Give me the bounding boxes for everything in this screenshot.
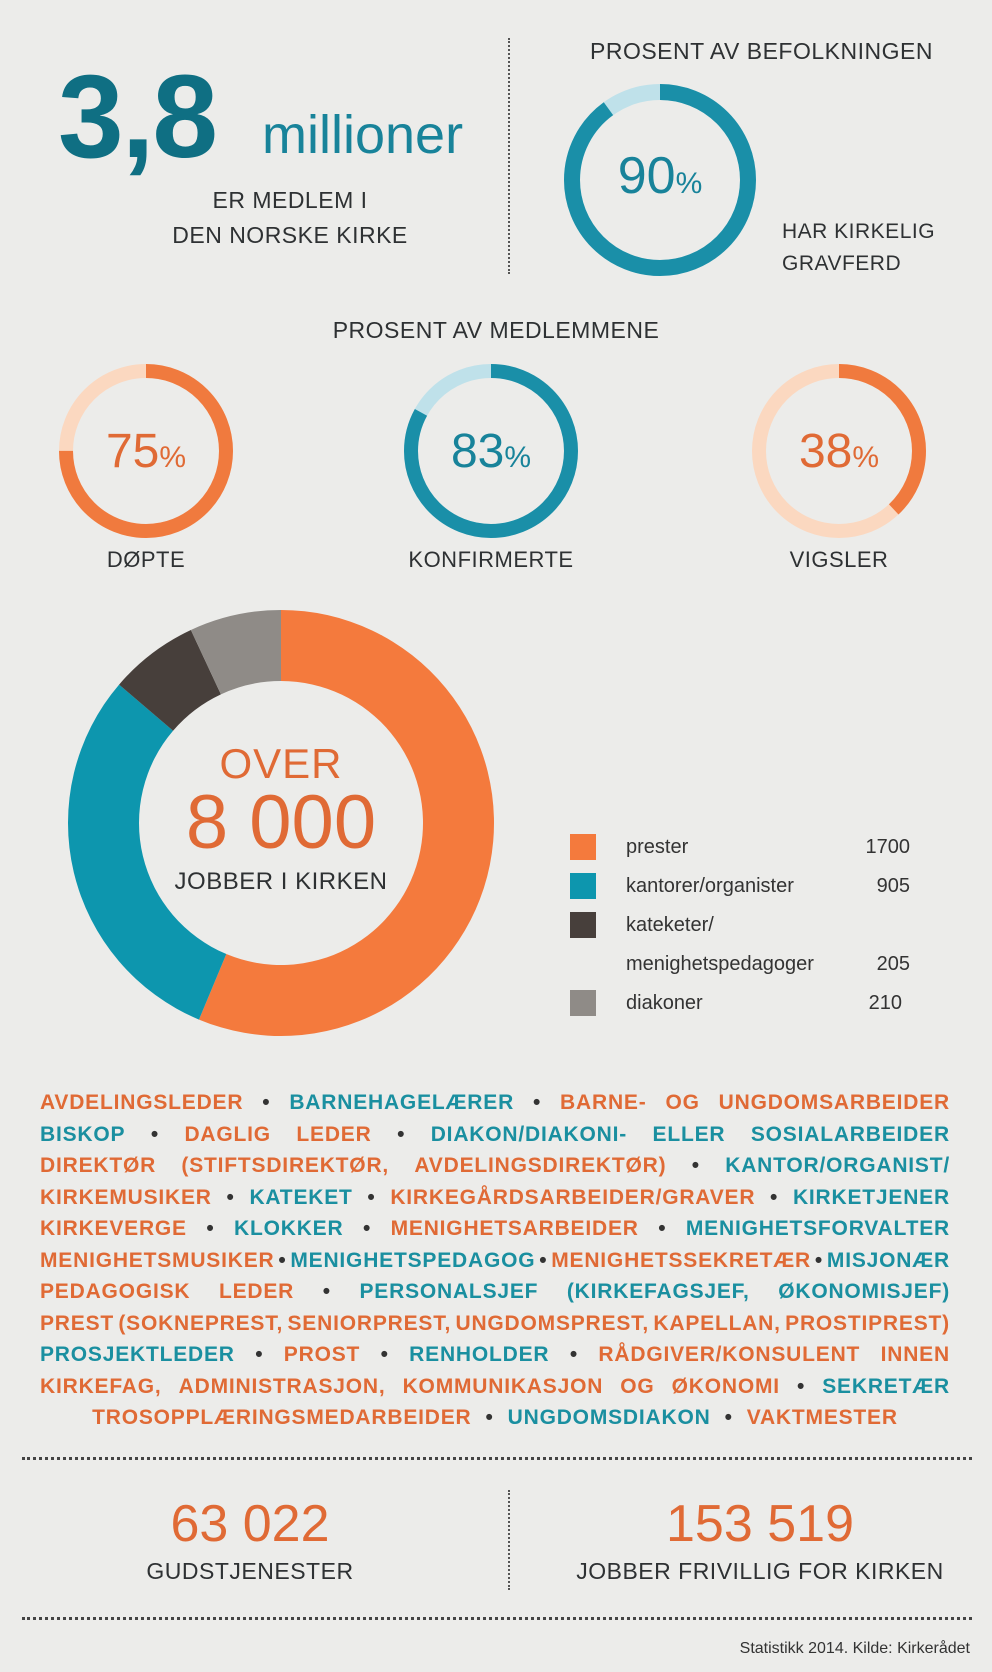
bullet-separator: • (380, 1343, 389, 1366)
ring-doepte-label: DØPTE (106, 547, 186, 572)
legend-label-2: menighetspedagoger (626, 953, 814, 975)
job-line (40, 1150, 950, 1182)
jobs-caption: JOBBER I KIRKEN (174, 868, 388, 895)
members-pct-heading: PROSENT AV MEDLEMMENE (332, 317, 660, 343)
bullet-separator: • (691, 1154, 700, 1177)
job-title-word: ADMINISTRASJON, (178, 1374, 386, 1398)
job-title-word: OG (665, 1091, 700, 1114)
legend-value: 210 (868, 992, 902, 1014)
jobs-count: 8 000 (185, 780, 377, 865)
job-title-word: (STIFTSDIREKTØR, (181, 1154, 390, 1177)
job-title-word: RÅDGIVER/KONSULENT (598, 1343, 861, 1366)
job-title-word: TROSOPPLÆRINGSMEDARBEIDER (92, 1406, 472, 1429)
bullet-separator: • (797, 1374, 806, 1398)
top-divider (508, 38, 510, 274)
legend-value: 905 (876, 875, 910, 897)
ring-doepte-pct: % (159, 441, 187, 474)
stat-gudstjenester-label: GUDSTJENESTER (146, 1558, 354, 1584)
bullet-separator: • (770, 1185, 779, 1209)
job-title-word: KIRKEGÅRDSARBEIDER/GRAVER (390, 1185, 756, 1209)
bullet-separator: • (362, 1217, 372, 1240)
members-caption-1: ER MEDLEM I (212, 187, 368, 213)
legend-label: kantorer/organister (626, 875, 794, 897)
bullet-separator: • (255, 1343, 264, 1366)
population-value-number: 90 (617, 147, 676, 205)
job-title-word: LEDER (296, 1122, 372, 1146)
job-title-word: MENIGHETSMUSIKER (40, 1248, 275, 1272)
bullet-separator: • (532, 1091, 542, 1114)
stat-frivillig-number: 153 519 (666, 1495, 854, 1553)
legend-value: 205 (876, 953, 910, 975)
source-note: Statistikk 2014. Kilde: Kirkerådet (739, 1640, 970, 1657)
legend-label: diakoner (626, 992, 703, 1014)
bullet-separator: • (262, 1091, 271, 1114)
bullet-separator: • (485, 1406, 494, 1429)
legend-swatch (570, 834, 596, 860)
job-title-word: MENIGHETSARBEIDER (390, 1217, 639, 1240)
stat-gudstjenester-number: 63 022 (170, 1495, 330, 1553)
bullet-separator: • (226, 1185, 235, 1209)
legend-item-kateketer (570, 912, 910, 942)
bullet-separator: • (658, 1217, 667, 1240)
job-title-word: PEDAGOGISK (40, 1280, 191, 1303)
job-title-word: MENIGHETSSEKRETÆR (551, 1248, 812, 1272)
job-title-word: DAGLIG (184, 1122, 271, 1146)
jobs-over: OVER (219, 740, 343, 787)
job-title-word: UNGDOMSDIAKON (507, 1406, 711, 1429)
job-title-word: UNGDOMSARBEIDER (718, 1091, 950, 1114)
job-title-word: KIRKEMUSIKER (40, 1185, 212, 1209)
job-title-word: KAPELLAN, (653, 1311, 781, 1335)
job-line (40, 1182, 950, 1214)
job-title-word: ØKONOMI (671, 1374, 780, 1398)
members-unit: millioner (262, 105, 464, 165)
job-title-word: PROSTIPREST) (785, 1311, 950, 1335)
ring-konfirmerte-value (400, 425, 582, 478)
bullet-separator: • (539, 1248, 548, 1272)
legend-item-prester (570, 834, 910, 864)
population-pct-sign: % (675, 167, 703, 200)
ring-vigsler-number: 38 (798, 425, 853, 478)
job-title-word: AVDELINGSDIREKTØR) (414, 1154, 667, 1177)
divider-top (22, 1457, 972, 1460)
bullet-separator: • (367, 1185, 376, 1209)
legend-label: kateketer/ (626, 914, 714, 936)
job-title-word: DIREKTØR (40, 1154, 157, 1177)
legend-item-menighetspedagoger (570, 951, 910, 981)
ring-vigsler-value (748, 425, 930, 478)
job-title-word: KOMMUNIKASJON (402, 1374, 604, 1398)
job-title-word: INNEN (880, 1343, 950, 1366)
members-caption-2: DEN NORSKE KIRKE (172, 222, 408, 248)
job-title-word: KIRKEFAG, (40, 1374, 162, 1398)
job-title-word: ØKONOMISJEF) (778, 1280, 950, 1303)
ring-doepte-number: 75 (105, 425, 160, 478)
job-line (40, 1245, 950, 1277)
job-line (40, 1119, 950, 1151)
job-line (40, 1087, 950, 1119)
bottom-divider (508, 1490, 510, 1590)
ring-vigsler-label: VIGSLER (789, 547, 889, 572)
legend-value: 1700 (865, 836, 910, 858)
ring-doepte-value (55, 425, 237, 478)
job-title-word: KATEKET (249, 1185, 353, 1209)
divider-bottom (22, 1617, 972, 1620)
job-title-word: RENHOLDER (409, 1343, 550, 1366)
job-title-word: PERSONALSJEF (359, 1280, 539, 1303)
job-title-word: OG (620, 1374, 655, 1398)
job-title-word: BARNE- (560, 1091, 647, 1114)
job-title-word: MISJONÆR (826, 1248, 950, 1272)
bullet-separator: • (150, 1122, 159, 1146)
population-label-2: GRAVFERD (782, 252, 902, 275)
legend-swatch (570, 873, 596, 899)
job-title-word: SENIORPREST, (287, 1311, 452, 1335)
population-value (560, 147, 760, 205)
job-title-word: ELLER (652, 1122, 726, 1146)
legend-swatch (570, 912, 596, 938)
members-number: 3,8 (58, 51, 217, 183)
ring-konfirmerte-number: 83 (450, 425, 505, 478)
job-title-word: PROSJEKTLEDER (40, 1343, 235, 1366)
bullet-separator: • (397, 1122, 406, 1146)
job-title-word: PROST (283, 1343, 361, 1366)
bullet-separator: • (814, 1248, 824, 1272)
job-title-word: MENIGHETSPEDAGOG (290, 1248, 536, 1272)
job-title-word: SEKRETÆR (822, 1374, 950, 1398)
legend-item-diakoner (570, 990, 910, 1020)
job-title-word: LEDER (218, 1280, 295, 1303)
job-title-word: VAKTMESTER (746, 1406, 898, 1429)
job-title-word: BISKOP (40, 1122, 126, 1146)
job-title-word: MENIGHETSFORVALTER (685, 1217, 950, 1240)
job-title-word: BARNEHAGELÆRER (289, 1091, 515, 1114)
job-title-word: KANTOR/ORGANIST/ (725, 1154, 950, 1177)
bullet-separator: • (724, 1406, 733, 1429)
population-label-1: HAR KIRKELIG (782, 220, 936, 243)
bullet-separator: • (569, 1343, 578, 1366)
job-title-word: PREST (40, 1311, 115, 1335)
job-title-word: KLOKKER (234, 1217, 344, 1240)
legend-label: prester (626, 836, 689, 858)
stat-frivillig-label: JOBBER FRIVILLIG FOR KIRKEN (576, 1558, 944, 1584)
job-line (40, 1213, 950, 1245)
job-title-word: KIRKETJENER (792, 1185, 950, 1209)
job-title-word: UNGDOMSPREST, (455, 1311, 650, 1335)
job-line (40, 1339, 950, 1371)
ring-konfirmerte-pct: % (504, 441, 532, 474)
bullet-separator: • (322, 1280, 331, 1303)
job-line (40, 1308, 950, 1340)
job-line (40, 1276, 950, 1308)
ring-vigsler-pct: % (852, 441, 880, 474)
population-heading: PROSENT AV BEFOLKNINGEN (590, 38, 933, 64)
bullet-separator: • (206, 1217, 215, 1240)
bullet-separator: • (278, 1248, 287, 1272)
job-title-word: KIRKEVERGE (40, 1217, 187, 1240)
job-title-word: (KIRKEFAGSJEF, (566, 1280, 750, 1303)
ring-konfirmerte-label: KONFIRMERTE (408, 547, 574, 572)
job-title-word: SOSIALARBEIDER (750, 1122, 950, 1146)
job-title-word: AVDELINGSLEDER (40, 1091, 244, 1114)
job-line (40, 1402, 950, 1434)
job-title-word: (SOKNEPREST, (118, 1311, 284, 1335)
legend-swatch (570, 990, 596, 1016)
job-titles-list (40, 1087, 950, 1434)
job-title-word: DIAKON/DIAKONI- (430, 1122, 628, 1146)
legend-item-kantorer (570, 873, 910, 903)
job-line (40, 1371, 950, 1403)
